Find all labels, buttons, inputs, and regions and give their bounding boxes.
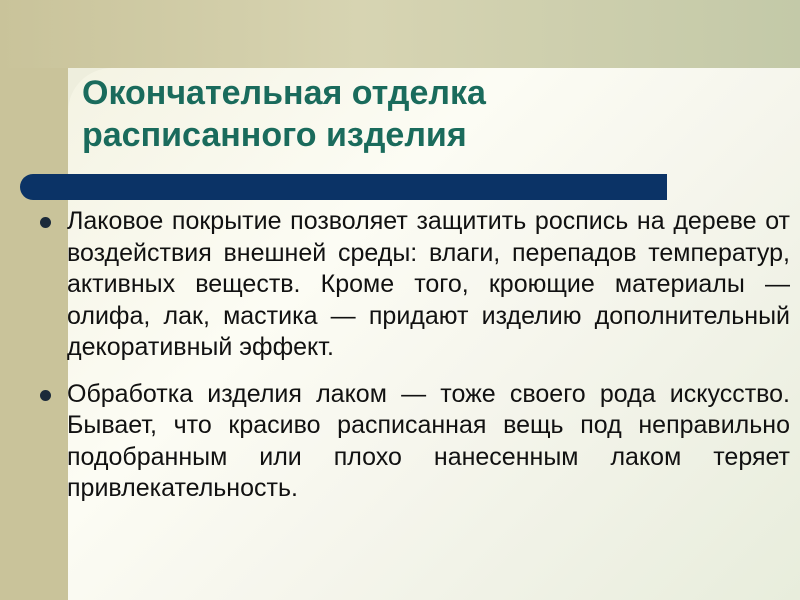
slide-title-line-1: Окончательная отделка [82, 74, 486, 112]
slide-title-line-2: расписанного изделия [82, 116, 467, 154]
bullet-text: Лаковое покрытие позволяет защитить роспись на дереве от воздействия внешней среды: влаги, перепадов температур, активных веществ. Кроме того, кроющие материалы —олифа, лак, мастика — придают изделию дополнительный декоративный эффект. [67, 207, 790, 361]
bullet-item [36, 379, 790, 505]
bullet-item [36, 206, 790, 364]
bullet-text: Обработка изделия лаком — тоже своего рода искусство. Бывает, что красиво расписанная вещь под неправильно подобранным или плохо нанесенным лаком теряет привлекательность. [67, 379, 790, 502]
bullet-list [36, 206, 790, 505]
bullet-dot-icon [40, 390, 51, 401]
title-divider-bar [20, 174, 667, 200]
background-top-band [0, 0, 800, 68]
bullet-dot-icon [40, 217, 51, 228]
slide-title [82, 72, 642, 156]
